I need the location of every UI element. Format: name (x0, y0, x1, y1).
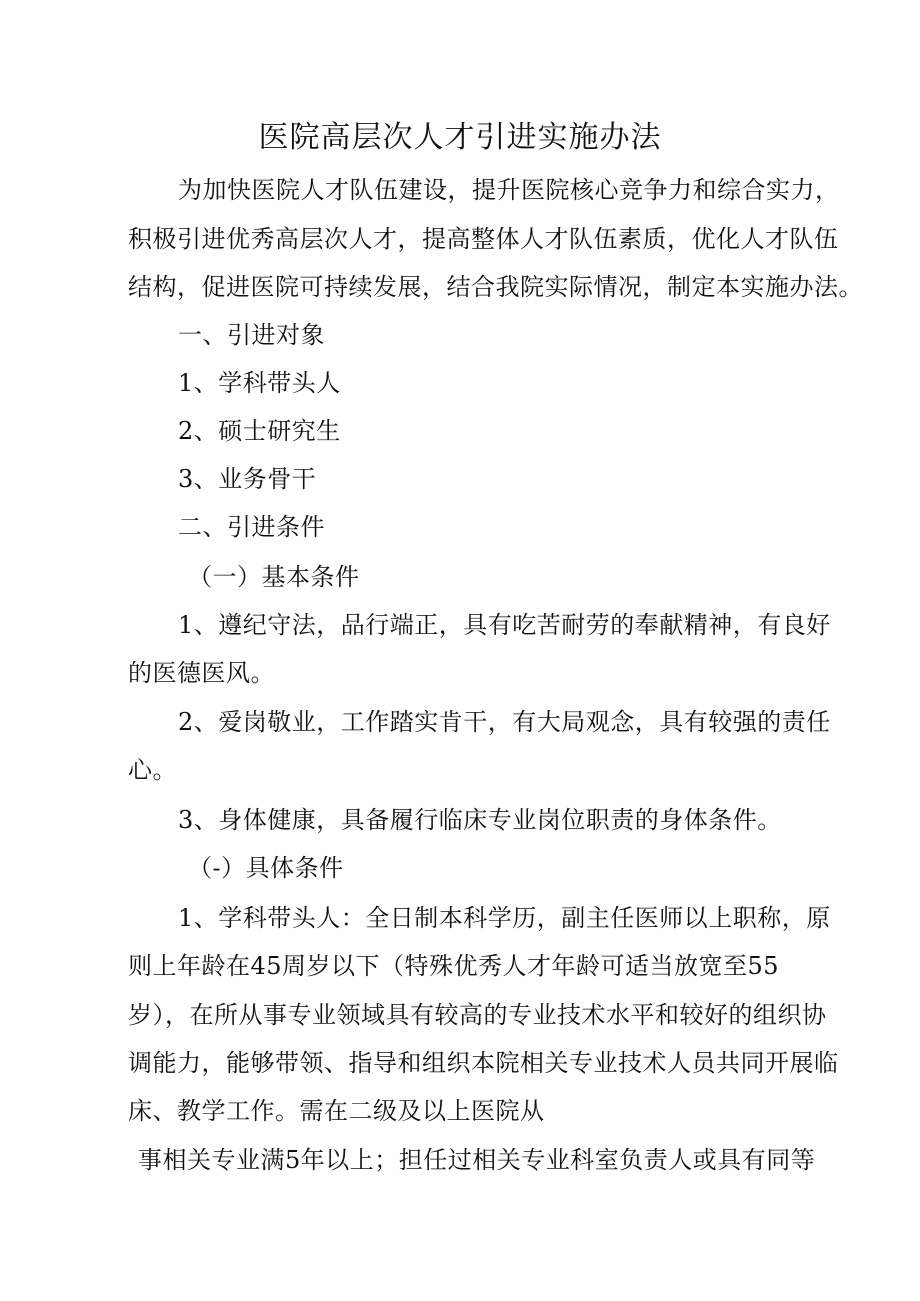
subsection-heading: （一）基本条件 (188, 563, 360, 591)
document-title: 医院高层次人才引进实施办法 (258, 120, 662, 155)
section-heading: 二、引进条件 (178, 513, 325, 541)
paragraph-line: 的医德医风。 (128, 659, 275, 687)
paragraph-line: 事相关专业满5年以上；担任过相关专业科室负责人或具有同等 (138, 1146, 816, 1174)
paragraph-line: 则上年龄在45周岁以下（特殊优秀人才年龄可适当放宽至55 (128, 952, 780, 980)
paragraph-line: 心。 (128, 756, 177, 784)
paragraph-line: 3、身体健康，具备履行临床专业岗位职责的身体条件。 (178, 806, 782, 834)
section-heading: 一、引进对象 (178, 321, 325, 349)
subsection-heading: （-）具体条件 (188, 854, 344, 882)
paragraph-line: 1、遵纪守法，品行端正，具有吃苦耐劳的奉献精神，有良好 (178, 611, 831, 639)
paragraph-line: 为加快医院人才队伍建设，提升医院核心竞争力和综合实力， (178, 176, 840, 204)
paragraph-line: 床、教学工作。需在二级及以上医院从 (128, 1097, 545, 1125)
paragraph-line: 积极引进优秀高层次人才，提高整体人才队伍素质，优化人才队伍 (128, 225, 839, 253)
list-item: 2、硕士研究生 (178, 417, 341, 445)
paragraph-line: 岁），在所从事专业领域具有较高的专业技术水平和较好的组织协 (128, 1001, 827, 1029)
paragraph-line: 结构，促进医院可持续发展，结合我院实际情况，制定本实施办法。 (128, 273, 863, 301)
list-item: 3、业务骨干 (178, 465, 317, 493)
paragraph-line: 2、爱岗敬业，工作踏实肯干，有大局观念，具有较强的责任 (178, 708, 831, 736)
paragraph-line: 1、学科带头人：全日制本科学历，副主任医师以上职称，原 (178, 904, 831, 932)
list-item: 1、学科带头人 (178, 369, 341, 397)
paragraph-line: 调能力，能够带领、指导和组织本院相关专业技术人员共同开展临 (128, 1049, 839, 1077)
